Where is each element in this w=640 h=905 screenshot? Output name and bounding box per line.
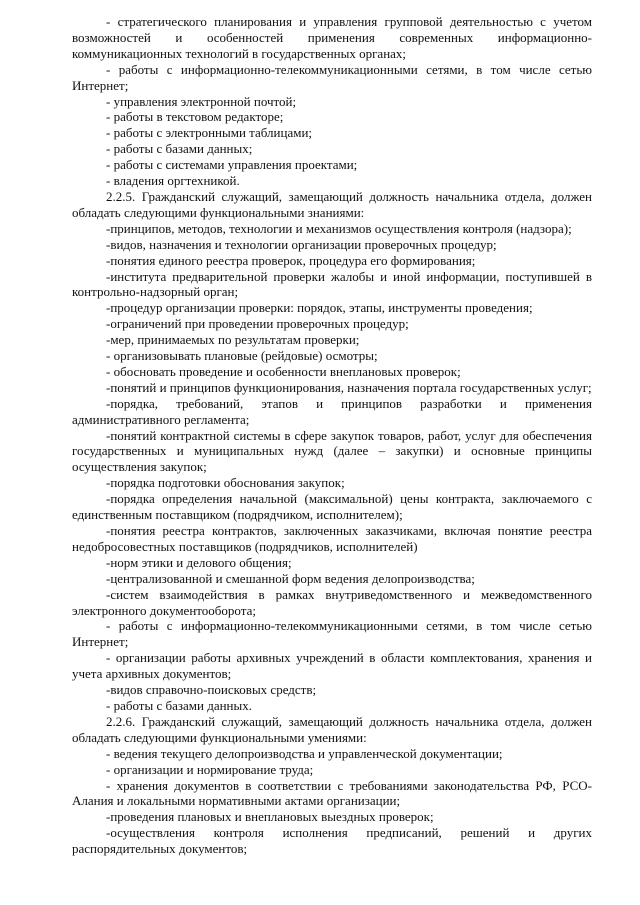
paragraph-contract-system: -понятий контрактной системы в сфере закупок товаров, работ, услуг для обеспечения государственных и муниципальных нужд (далее – закупки) и основные принципы осуществления закупок; [72,427,592,475]
paragraph-inspection-limits: -ограничений при проведении проверочных процедур; [106,316,409,332]
paragraph-databases-2: - работы с базами данных. [106,697,252,713]
section-2-2-6-heading: 2.2.6. Гражданский служащий, замещающий должность начальника отдела, должен обладать следующими функциональными умениями: [72,713,592,745]
paragraph-internet-work-2: - работы с информационно-телекоммуникационными сетями, в том числе сетью Интернет; [72,618,592,650]
paragraph-control-principles: -принципов, методов, технологии и механизмов осуществления контроля (надзора); [106,220,572,236]
paragraph-edo-systems: -систем взаимодействия в рамках внутриведомственного и межведомственного электронного документооборота; [72,586,592,618]
paragraph-text-editor: - работы в текстовом редакторе; [106,109,284,125]
paragraph-office-equipment: - владения оргтехникой. [106,173,240,189]
paragraph-records-management: -централизованной и смешанной форм ведения делопроизводства; [106,570,475,586]
paragraph-strategic-planning: - стратегического планирования и управления групповой деятельностью с учетом возможностей и особенностей применения современных информационно-коммуникационных технологий в государственных органах; [72,14,592,61]
paragraph-inspection-procedures: -процедур организации проверки: порядок, этапы, инструменты проведения; [106,300,533,316]
paragraph-contract-registry: -понятия реестра контрактов, заключенных заказчиками, включая понятие реестра недобросовестных поставщиков (подрядчиков, исполнителей) [72,523,592,554]
paragraph-email: - управления электронной почтой; [106,93,297,109]
paragraph-inspection-types: -видов, назначения и технологии организации проверочных процедур; [106,236,497,252]
document-body [72,14,592,857]
paragraph-planned-inspections: - организовывать плановые (рейдовые) осмотры; [106,348,378,364]
paragraph-spreadsheets: - работы с электронными таблицами; [106,125,313,141]
paragraph-procurement-justification: -порядка подготовки обоснования закупок; [106,475,345,491]
paragraph-archives: - организации работы архивных учреждений в области комплектования, хранения и учета архивных документов; [72,650,592,682]
paragraph-reference-tools: -видов справочно-поисковых средств; [106,682,317,698]
paragraph-document-storage: - хранения документов в соответствии с требованиями законодательства РФ, РСО-Алания и локальными нормативными актами организации; [72,777,592,809]
paragraph-contract-price: -порядка определения начальной (максимальной) цены контракта, заключаемого с единственным поставщиком (подрядчиком, исполнителем); [72,491,592,523]
paragraph-current-records: - ведения текущего делопроизводства и управленческой документации; [106,745,503,761]
paragraph-inspection-registry: -понятия единого реестра проверок, процедура его формирования; [106,252,476,268]
paragraph-labor-organization: - организации и нормирование труда; [106,761,314,777]
paragraph-business-ethics: -норм этики и делового общения; [106,554,292,570]
section-2-2-5-heading: 2.2.5. Гражданский служащий, замещающий должность начальника отдела, должен обладать следующими функциональными знаниями: [72,188,592,220]
paragraph-project-management: - работы с системами управления проектами; [106,157,358,173]
paragraph-execution-control: -осуществления контроля исполнения предписаний, решений и других распорядительных документов; [72,825,592,857]
paragraph-inspection-measures: -мер, принимаемых по результатам проверки; [106,332,360,348]
paragraph-admin-regulation: -порядка, требований, этапов и принципов разработки и применения административного регламента; [72,395,592,427]
paragraph-preliminary-check: -института предварительной проверки жалобы и иной информации, поступившей в контрольно-надзорный орган; [72,268,592,300]
paragraph-internet-work: - работы с информационно-телекоммуникационными сетями, в том числе сетью Интернет; [72,61,592,93]
paragraph-field-inspections: -проведения плановых и внеплановых выездных проверок; [106,809,434,825]
paragraph-unplanned-inspections: - обосновать проведение и особенности внеплановых проверок; [106,363,461,379]
paragraph-databases: - работы с базами данных; [106,141,253,157]
paragraph-services-portal: -понятий и принципов функционирования, назначения портала государственных услуг; [106,379,592,395]
